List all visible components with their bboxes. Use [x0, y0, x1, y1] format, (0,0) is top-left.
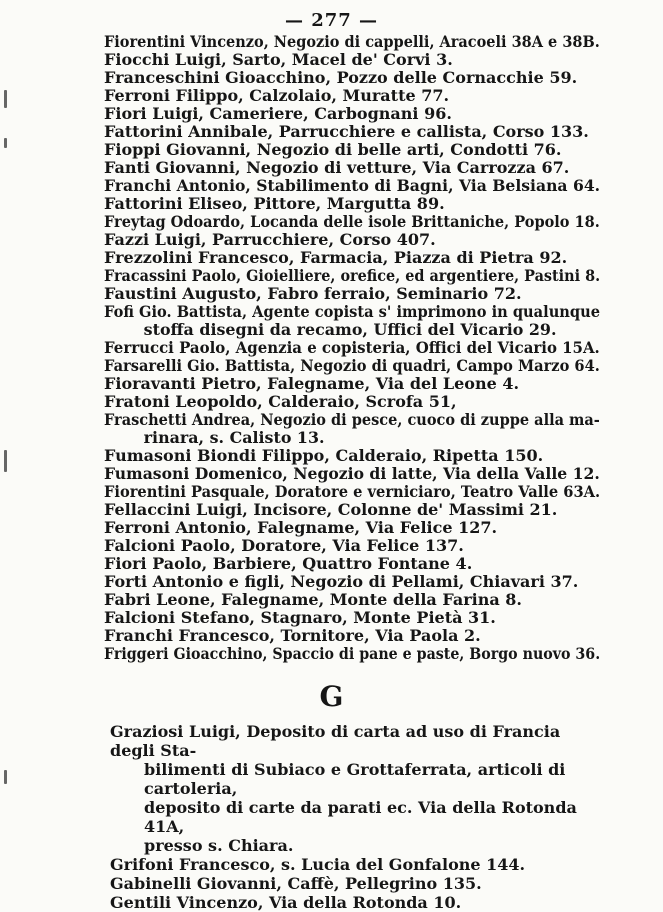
list-item: Fioppi Giovanni, Negozio di belle arti, Condotti 76.	[104, 140, 562, 159]
edge-mark	[4, 450, 7, 472]
entry-line: Gentili Vincenzo, Via della Rotonda 10.	[110, 893, 462, 912]
list-item: Fraschetti Andrea, Negozio di pesce, cuoco di zuppe alla ma-	[104, 410, 600, 429]
entry-line: Graziosi Luigi, Deposito di carta ad uso di Francia degli Sta-	[110, 722, 561, 760]
list-item: Ferroni Antonio, Falegname, Via Felice 127.	[104, 518, 498, 537]
page-number: — 277 —	[284, 10, 379, 31]
list-item: Fazzi Luigi, Parrucchiere, Corso 407.	[104, 230, 436, 249]
list-item: Freytag Odoardo, Locanda delle isole Brittaniche, Popolo 18.	[104, 212, 600, 231]
list-item	[110, 874, 610, 893]
edge-mark	[4, 90, 7, 108]
list-item: Frezzolini Francesco, Farmacia, Piazza di Pietra 92.	[104, 248, 568, 267]
list-item: Fanti Giovanni, Negozio di vetture, Via Carrozza 67.	[104, 158, 570, 177]
list-item: Falcioni Stefano, Stagnaro, Monte Pietà 31.	[104, 608, 496, 627]
list-item	[110, 893, 610, 912]
list-item: Ferroni Filippo, Calzolaio, Muratte 77.	[104, 86, 450, 105]
directory-list-f	[104, 33, 604, 663]
list-item: Fioravanti Pietro, Falegname, Via del Leone 4.	[104, 374, 520, 393]
list-item	[110, 722, 610, 855]
binding-edge-marks	[4, 90, 14, 790]
edge-mark	[4, 770, 7, 784]
continuation-line: bilimenti di Subiaco e Grottaferrata, articoli di cartoleria,	[144, 760, 566, 798]
entry-line: Gabinelli Giovanni, Caffè, Pellegrino 135.	[110, 874, 482, 893]
list-item: Farsarelli Gio. Battista, Negozio di quadri, Campo Marzo 64.	[104, 356, 600, 375]
list-item: Fiocchi Luigi, Sarto, Macel de' Corvi 3.	[104, 50, 453, 69]
entry-line: Grifoni Francesco, s. Lucia del Gonfalone 144.	[110, 855, 526, 874]
list-item: Forti Antonio e figli, Negozio di Pellami, Chiavari 37.	[104, 572, 579, 591]
continuation-line: presso s. Chiara.	[144, 836, 294, 855]
directory-list-g	[110, 722, 610, 912]
list-item: Fracassini Paolo, Gioielliere, orefice, ed argentiere, Pastini 8.	[104, 266, 601, 285]
list-item: Fiorentini Pasquale, Doratore e verniciaro, Teatro Valle 63A.	[104, 482, 601, 501]
list-item: Fofi Gio. Battista, Agente copista s' imprimono in qualunque	[104, 302, 601, 321]
continuation-line: rinara, s. Calisto 13.	[143, 428, 325, 447]
list-item: Fellaccini Luigi, Incisore, Colonne de' Massimi 21.	[104, 500, 558, 519]
list-item: Fiori Luigi, Cameriere, Carbognani 96.	[104, 104, 452, 123]
continuation-line: deposito di carte da parati ec. Via della Rotonda 41A,	[144, 798, 577, 836]
section-heading: G	[319, 680, 344, 713]
list-item: Friggeri Gioacchino, Spaccio di pane e paste, Borgo nuovo 36.	[104, 644, 601, 663]
list-item: Franchi Francesco, Tornitore, Via Paola 2.	[104, 626, 481, 645]
list-item: Fiorentini Vincenzo, Negozio di cappelli, Aracoeli 38A e 38B.	[104, 32, 600, 51]
list-item	[110, 855, 610, 874]
list-item: Fratoni Leopoldo, Calderaio, Scrofa 51,	[104, 392, 457, 411]
list-item: Fabri Leone, Falegname, Monte della Farina 8.	[104, 590, 522, 609]
list-item: Fumasoni Domenico, Negozio di latte, Via della Valle 12.	[104, 464, 600, 483]
list-item: Ferrucci Paolo, Agenzia e copisteria, Offici del Vicario 15A.	[104, 338, 600, 357]
edge-mark	[4, 138, 7, 148]
continuation-line: stoffa disegni da recamo, Uffici del Vicario 29.	[143, 320, 557, 339]
list-item: Fumasoni Biondi Filippo, Calderaio, Ripetta 150.	[104, 446, 544, 465]
list-item: Faustini Augusto, Fabro ferraio, Seminario 72.	[104, 284, 522, 303]
list-item: Fattorini Annibale, Parrucchiere e callista, Corso 133.	[104, 122, 589, 141]
list-item: Falcioni Paolo, Doratore, Via Felice 137.	[104, 536, 464, 555]
list-item: Franchi Antonio, Stabilimento di Bagni, Via Belsiana 64.	[104, 176, 601, 195]
list-item: Fiori Paolo, Barbiere, Quattro Fontane 4.	[104, 554, 473, 573]
list-item: Franceschini Gioacchino, Pozzo delle Cornacchie 59.	[104, 68, 578, 87]
list-item-continuation	[104, 321, 600, 339]
list-item: Fattorini Eliseo, Pittore, Margutta 89.	[104, 194, 445, 213]
list-item-continuation	[104, 429, 600, 447]
